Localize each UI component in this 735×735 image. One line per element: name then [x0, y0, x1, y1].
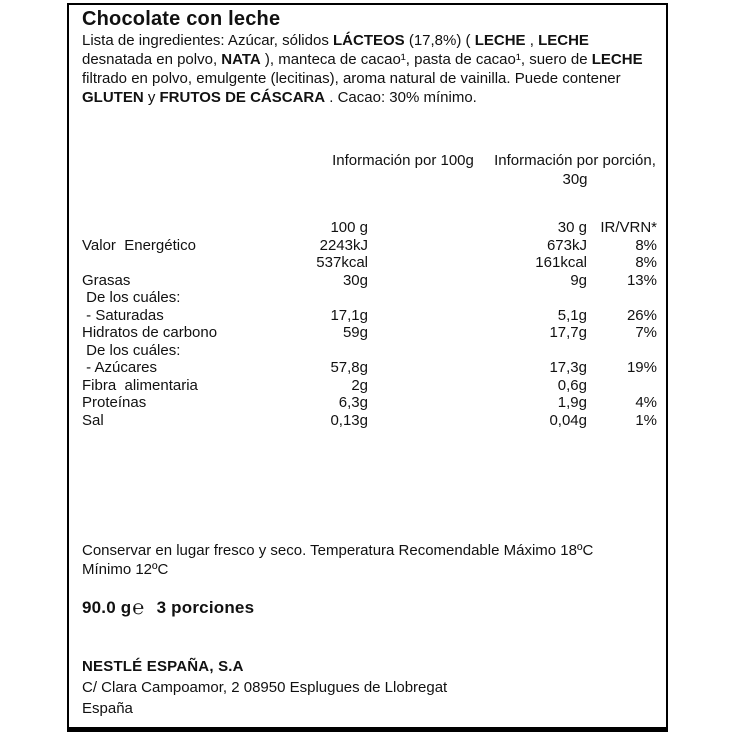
ingredient-allergen: LÁCTEOS [333, 32, 405, 49]
manufacturer-address: C/ Clara Campoamor, 2 08950 Esplugues de Llobregat [82, 679, 448, 696]
ingredient-allergen: LECHE [474, 32, 526, 49]
nutrient-name-cell: - Saturadas [82, 306, 164, 324]
portions-count: 3 porciones [156, 598, 255, 617]
value-30g-cell: 161kcal [535, 254, 587, 271]
value-ir-vrn-cell: 1% [635, 411, 657, 429]
header-per-portion [479, 151, 671, 189]
ingredient-allergen: GLUTEN [82, 89, 144, 106]
ingredient-text: Lista de ingredientes: Azúcar, sólidos [82, 32, 333, 49]
ingredient-allergen: LECHE [591, 51, 643, 68]
nutrition-row [82, 289, 657, 307]
storage-instructions [82, 541, 657, 579]
value-ir-vrn-cell: 7% [635, 324, 657, 341]
nutrient-name-cell [82, 254, 282, 272]
nutrient-name-cell: - Azúcares [82, 359, 158, 376]
nutrition-row [82, 377, 657, 395]
value-ir-vrn-cell: 8% [635, 236, 657, 254]
value-30g-cell [368, 342, 587, 360]
ingredient-allergen: LECHE [538, 32, 589, 49]
unit-header-ir-vrn: IR/VRN* [600, 219, 657, 236]
header-per-100g: Información por 100g [332, 152, 474, 169]
ingredient-text: filtrado en polvo, emulgente (lecitinas), aroma natural de vainilla. Puede contener [82, 70, 621, 87]
nutrient-name-cell: Fibra alimentaria [82, 376, 198, 394]
nutrition-row [82, 272, 657, 290]
net-weight-line [82, 597, 666, 620]
nutrient-name-cell: Proteínas [82, 394, 147, 411]
ingredient-text: desnatada en polvo, [82, 51, 222, 68]
value-ir-vrn-cell [587, 289, 657, 307]
ingredient-text: y [143, 89, 160, 106]
nutrition-row [82, 254, 657, 272]
value-100g-cell [282, 289, 368, 307]
estimated-sign: ℮ [132, 597, 145, 619]
storage-line-1: Conservar en lugar fresco y seco. Temperatura Recomendable Máximo 18ºC [82, 542, 594, 559]
nutrient-name-cell: Hidratos de carbono [82, 324, 218, 341]
value-30g-cell: 5,1g [557, 306, 587, 324]
ingredient-text: (17,8%) ( [404, 32, 475, 49]
value-30g-cell: 673kJ [546, 236, 587, 254]
value-ir-vrn-cell: 8% [635, 254, 657, 271]
value-100g-cell: 57,8g [330, 359, 368, 376]
product-title: Chocolate con leche [82, 8, 281, 30]
value-100g-cell [282, 342, 368, 360]
value-100g-cell: 537kcal [316, 254, 368, 271]
value-30g-cell: 9g [570, 271, 587, 289]
value-30g-cell: 0,04g [549, 411, 587, 429]
nutrition-row [82, 394, 657, 412]
value-100g-cell: 0,13g [330, 411, 368, 429]
value-30g-cell: 17,3g [549, 359, 587, 376]
net-weight: 90.0 g [82, 598, 132, 617]
header-per-portion-line2: 30g [562, 171, 588, 188]
value-ir-vrn-cell: 4% [635, 394, 657, 411]
manufacturer-block [82, 656, 657, 719]
value-100g-cell: 30g [342, 271, 368, 289]
ingredients-text [82, 31, 657, 107]
nutrition-row [82, 237, 657, 255]
header-per-portion-line1: Información por porción, [494, 152, 656, 169]
value-ir-vrn-cell [587, 377, 657, 395]
value-30g-cell: 1,9g [557, 394, 587, 411]
value-ir-vrn-cell: 26% [626, 306, 657, 324]
manufacturer-country: España [82, 700, 133, 717]
nutrition-row [82, 307, 657, 325]
ingredient-allergen: NATA [221, 51, 261, 68]
nutrient-name-cell: Grasas [82, 271, 131, 289]
nutrient-name-cell: Sal [82, 411, 104, 429]
value-30g-cell [368, 289, 587, 307]
value-30g-cell: 0,6g [557, 376, 587, 394]
manufacturer-name: NESTLÉ ESPAÑA, S.A [82, 658, 244, 675]
ingredient-text: . Cacao: 30% mínimo. [325, 89, 477, 106]
nutrition-row [82, 324, 657, 342]
unit-header-30g: 30 g [557, 219, 587, 236]
nutrient-name-cell: De los cuáles: [82, 341, 181, 359]
nutrition-row [82, 412, 657, 430]
storage-line-2: Mínimo 12ºC [82, 561, 169, 578]
nutrition-row [82, 359, 657, 377]
unit-header-empty [82, 219, 282, 237]
value-100g-cell: 59g [342, 324, 368, 341]
ingredient-text: , [525, 32, 539, 49]
value-ir-vrn-cell [587, 342, 657, 360]
value-100g-cell: 2g [351, 376, 368, 394]
ingredient-allergen: FRUTOS DE CÁSCARA [159, 89, 326, 106]
nutrition-column-headers [69, 151, 666, 189]
unit-header-100g: 100 g [330, 219, 368, 236]
ingredient-text: ), manteca de cacao¹, pasta de cacao¹, suero de [260, 51, 592, 68]
value-100g-cell: 2243kJ [319, 236, 368, 254]
nutrient-name-cell: Valor Energético [82, 236, 196, 254]
value-ir-vrn-cell: 19% [626, 359, 657, 376]
nutrition-unit-header-row [82, 219, 657, 237]
value-100g-cell: 6,3g [338, 394, 368, 411]
value-ir-vrn-cell: 13% [626, 271, 657, 289]
product-label [67, 3, 668, 732]
nutrition-table [82, 219, 657, 429]
nutrition-row [82, 342, 657, 360]
value-100g-cell: 17,1g [330, 306, 368, 324]
value-30g-cell: 17,7g [549, 324, 587, 341]
nutrient-name-cell: De los cuáles: [82, 289, 181, 306]
